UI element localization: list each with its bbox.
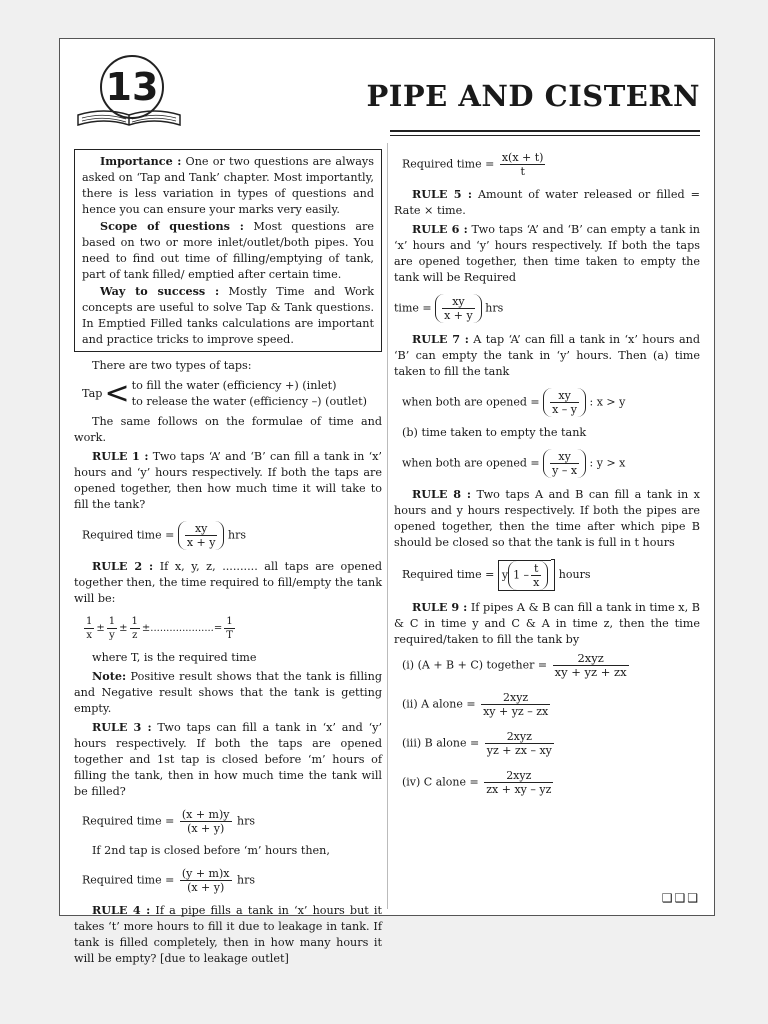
formula-rule-9-iv: (iv) C alone = $\frac{\text{2xyz}}{zx + xy - yz}$ <box>402 769 552 796</box>
angle-bracket-icon: < <box>104 376 130 411</box>
title-rule-thin <box>390 135 700 136</box>
rule-2: RULE 2 : If x, y, z, .......... all taps are opened together then, the time required to fill/empty the tank will be: <box>74 559 383 605</box>
page <box>59 38 715 965</box>
formula-rule-2: $\frac{1}{x}$ ± $\frac{1}{y}$ ± $\frac{1}{z}$ ±....................= $\frac{1}{T}$ <box>86 616 233 641</box>
right-column <box>394 149 700 800</box>
info-box <box>74 149 382 352</box>
rule-1: RULE 1 : Two taps ‘A’ and ‘B’ can fill a tank in ‘x’ hours and ‘y’ hours respectively. If both the taps are opened together, then how much time it will take to fill the tank? <box>74 449 382 511</box>
second-tap-text: If 2nd tap is closed before ‘m’ hours then, <box>92 844 330 857</box>
types-text: There are two types of taps: <box>92 359 252 372</box>
same-text: The same follows on the formulae of time and work. <box>74 415 382 444</box>
importance-para: Importance : One or two questions are always asked on ‘Tap and Tank’ chapter. Most importantly, there is less variation in types of questions and hence you can ensure your marks very easily. <box>82 154 374 216</box>
chapter-number: 13 <box>100 55 164 119</box>
where-text: where T, is the required time <box>92 651 257 664</box>
rule-5: RULE 5 : Amount of water released or filled = Rate × time. <box>394 187 700 217</box>
scope-para: Scope of questions : Most questions are based on two or more inlet/outlet/both pipes. You need to find out time of filling/emptying of tank, part of tank filled/ emptied after certain time. <box>82 219 374 281</box>
formula-rule-7a: when both are opened = $\frac{xy}{x - y}$ : x > y <box>402 389 626 416</box>
column-divider <box>387 143 388 909</box>
formula-rule-6: time = $\frac{xy}{x + y}$ hrs <box>394 295 504 322</box>
left-column <box>74 149 382 969</box>
formula-rule-3b: Required time = $\frac{(y + m)x}{(x + y)}$ hrs <box>82 867 255 894</box>
title-rule <box>390 130 700 132</box>
formula-rule-4: Required time = $\frac{x(x + t)}{t}$ <box>402 151 544 178</box>
rule-6: RULE 6 : Two taps ‘A’ and ‘B’ can empty a tank in ‘x’ hours and ‘y’ hours respectively. If both the taps are opened together, then time taken to empty the tank will be Required <box>394 222 700 284</box>
tap-types: Tap < to fill the water (efficiency +) (inlet) to release the water (efficiency –) (outlet) <box>82 376 367 411</box>
way-para: Way to success : Mostly Time and Work concepts are useful to solve Tap & Tank questions. In Emptied Filled tanks calculations are important and practice tricks to improve speed. <box>82 284 374 346</box>
formula-rule-3a: Required time = $\frac{(x + m)y}{(x + y)}$ hrs <box>82 808 255 835</box>
end-mark: ❑❑❑ <box>661 891 700 905</box>
note: Note: Positive result shows that the tank is filling and Negative result shows that the tank is getting empty. <box>74 669 382 715</box>
formula-rule-1: Required time = $\frac{xy}{x + y}$ hrs <box>82 522 246 549</box>
formula-rule-8: Required time = y 1 – $\frac{t}{x}$ hours <box>394 559 700 591</box>
rule-9: RULE 9 : If pipes A & B can fill a tank in time x, B & C in time y and C & A in time z, then the time required/taken to fill the tank by <box>394 600 700 646</box>
formula-rule-9-ii: (ii) A alone = $\frac{\text{2xyz}}{xy + yz - zx}$ <box>402 691 549 718</box>
formula-rule-9-iii: (iii) B alone = $\frac{\text{2xyz}}{yz + zx - xy}$ <box>402 730 552 757</box>
formula-rule-9-i: (i) (A + B + C) together = $\frac{\text{2xyz}}{xy + yz + zx}$ <box>402 651 627 679</box>
rule-7: RULE 7 : A tap ‘A’ can fill a tank in ‘x’ hours and ‘B’ can empty the tank in ‘y’ hours. Then (a) time taken to fill the tank <box>394 332 700 378</box>
rule-7b-text: (b) time taken to empty the tank <box>402 426 587 439</box>
open-book-icon <box>74 109 184 131</box>
formula-rule-7b: when both are opened = $\frac{xy}{y - x}$ : y > x <box>402 450 626 477</box>
rule-3: RULE 3 : Two taps can fill a tank in ‘x’ and ‘y’ hours respectively. If both the taps are opened together and 1st tap is closed before ‘m’ hours of filling the tank, then in how much time the tank will be filled? <box>74 720 382 798</box>
chapter-title: PIPE AND CISTERN <box>366 79 700 113</box>
rule-4: RULE 4 : If a pipe fills a tank in ‘x’ hours but it takes ‘t’ more hours to fill it due to leakage in tank. If tank is filled completely, then in how many hours it will be empty? [due to leakage outlet] <box>74 903 382 965</box>
rule-8: RULE 8 : Two taps A and B can fill a tank in x hours and y hours respectively. If both the pipes are opened together, then the time after which pipe B should be closed so that the tank is full in t hours <box>394 487 700 549</box>
